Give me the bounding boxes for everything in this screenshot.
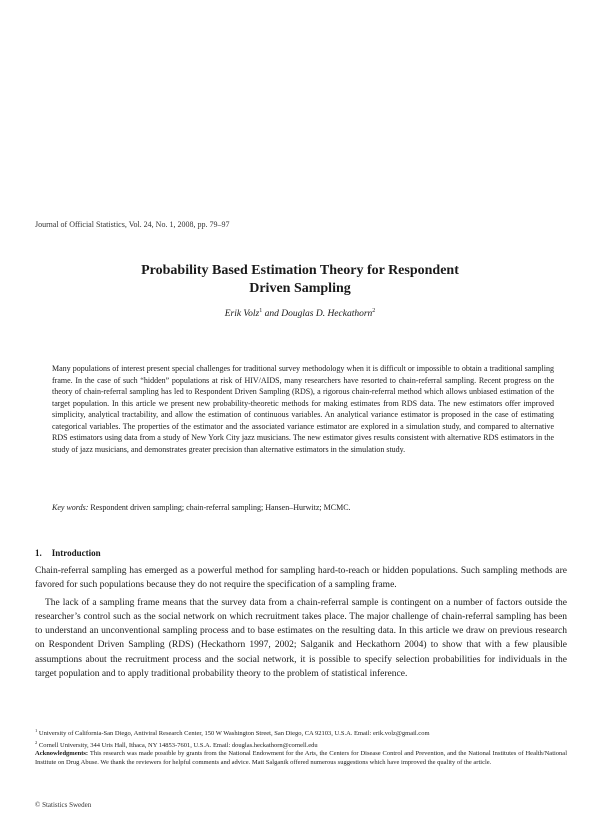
section-heading [35,548,101,558]
section-number: 1. [35,548,42,558]
title-line-2: Driven Sampling [249,281,351,296]
keywords [52,502,554,514]
keywords-text: Respondent driven sampling; chain-referral sampling; Hansen–Hurwitz; MCMC. [88,503,351,512]
author-line [0,308,600,319]
acknowledgments-label: Acknowledgments: [35,750,89,758]
footnote-1-text: University of California-San Diego, Antiviral Research Center, 150 W Washington Street, San Diego, CA 92103, U.S.A. Email: erik.volz@gmail.com [37,730,430,738]
footnote-2 [35,739,567,751]
author-2-footnote-mark: 2 [372,308,376,314]
footnote-2-mark: 2 [35,739,38,745]
footnote-1-mark: 1 [35,728,38,733]
author-conjunction: and [262,309,282,320]
body-text [35,564,567,684]
copyright: © Statistics Sweden [35,801,92,809]
footnote-1 [35,727,567,739]
section-title: Introduction [51,548,101,558]
journal-citation: Journal of Official Statistics, Vol. 24, No. 1, 2008, pp. 79–97 [35,220,230,229]
body-paragraph: Chain-referral sampling has emerged as a powerful method for sampling hard-to-reach or hidden populations. Such sampling methods are favored for such populations because they do not require the specification of a sampling frame. [35,566,567,591]
footnotes [35,727,567,767]
acknowledgments [35,750,567,767]
author-1: Erik Volz [224,309,260,320]
author-2: Douglas D. Heckathorn [281,309,373,320]
keywords-label: Key words: [52,503,89,512]
body-paragraph: The lack of a sampling frame means that the survey data from a chain-referral sample is contingent on a number of factors outside the researcher’s control such as the social network on which recruitment takes place. The major challenge of chain-referral sampling has been to understand an unconventional sampling process and to base estimates on the resulting data. In this article we draw on previous research on Respondent Driven Sampling (RDS) (Heckathorn 1997, 2002; Salganik and Heckathorn 2004) to show that with a few plausible assumptions about the recruitment process and the social network, it is possible to specify selection probabilities for individuals in the target population and to apply traditional probability theory to the problem of statistical inference. [35,597,567,680]
footnote-2-text: Cornell University, 344 Uris Hall, Ithaca, NY 14853-7601, U.S.A. Email: douglas.heckathorn@cornell.edu [37,741,318,749]
article-title [0,262,600,298]
acknowledgments-text: This research was made possible by grants from the National Endowment for the Arts, the Centers for Disease Control and Prevention, and the National Institutes of Health/National Institute on Drug Abuse. We thank the reviewers for helpful comments and advice. Matt Salganik offered numerous suggestions which have improved the quality of the article. [35,750,567,766]
title-line-1: Probability Based Estimation Theory for Respondent [141,263,459,278]
abstract: Many populations of interest present special challenges for traditional survey methodology when it is difficult or impossible to obtain a traditional sampling frame. In the case of such “hidden” populations at risk of HIV/AIDS, many researchers have resorted to chain-referral sampling. Recent progress on the theory of chain-referral sampling has led to Respondent Driven Sampling (RDS), a rigorous chain-referral method which allows unbiased estimation of the target population. In this article we present new probability-theoretic methods for making estimates from RDS data. The new estimators offer improved simplicity, analytical tractability, and allow the estimation of continuous variables. An analytical variance estimator is proposed in the case of estimating categorical variables. The properties of the estimator and the associated variance estimator are explored in a simulation study, and compared to alternative RDS estimators using data from a study of New York City jazz musicians. The new estimator gives results consistent with alternative RDS estimators in the study of jazz musicians, and demonstrates greater precision than alternative estimators in the simulation study. [52,364,554,454]
author-1-footnote-mark: 1 [259,308,263,314]
